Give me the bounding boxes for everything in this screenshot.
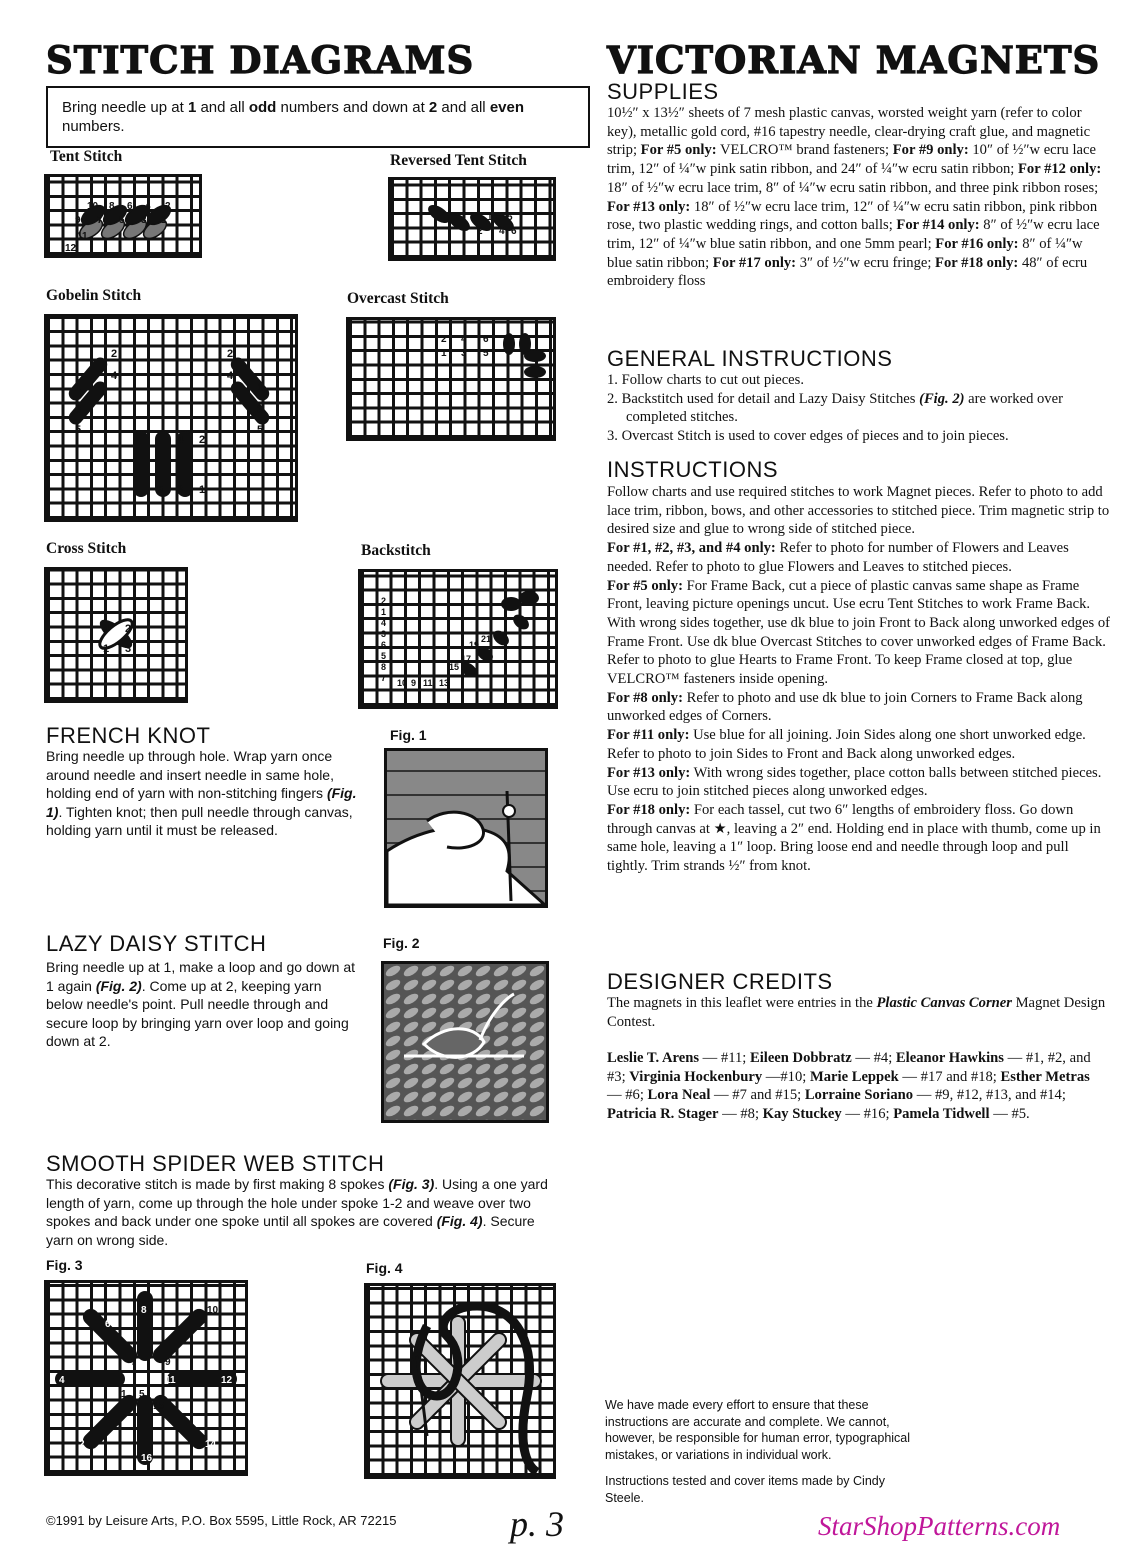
supplies-b5: For #5 only: xyxy=(640,142,717,159)
spider-web-body-2: . Using a one yard length of yarn, come up through the hole under spoke 1-2 and weave over two spokes and back under one spoke until all spokes are covered xyxy=(46,1176,548,1229)
general-item-3: 3. Overcast Stitch is used to cover edges of pieces and to join pieces. xyxy=(607,428,1009,445)
overcast-num: 2 xyxy=(441,334,447,345)
supplies-general: 10½″ x 13½″ sheets of 7 mesh plastic canvas, worsted weight yarn (refer to color key), metallic gold cord, #16 tapestry needle, clear-drying craft glue, and magnetic strip; xyxy=(607,105,1091,159)
tent-num: 10 xyxy=(87,201,99,212)
french-knot-title: FRENCH KNOT xyxy=(46,723,211,748)
tent-stitch-label: Tent Stitch xyxy=(50,148,123,165)
backstitch-num: 3 xyxy=(381,629,387,639)
instr-t8: Refer to photo and use dk blue to join Corners to Frame Back along unworked edges of Corners. xyxy=(607,689,1083,725)
reversed-tent-stitch-label: Reversed Tent Stitch xyxy=(390,152,527,169)
supplies-t5: VELCRO™ brand fasteners; xyxy=(716,142,893,159)
instr-b11: For #11 only: xyxy=(607,727,690,744)
backstitch-num: 15 xyxy=(449,662,460,672)
fig3-svg xyxy=(47,1283,245,1473)
credit-name: Pamela Tidwell xyxy=(893,1106,990,1123)
supplies-b12: For #12 only: xyxy=(1018,161,1102,178)
credit-name: Kay Stuckey xyxy=(762,1106,842,1123)
tent-num: 7 xyxy=(97,215,103,226)
fig1-svg xyxy=(387,751,545,905)
spider-num: 11 xyxy=(165,1375,176,1386)
gobelin-num: 4 xyxy=(177,434,184,446)
tent-stitch-diagram xyxy=(44,174,202,258)
instr-11 xyxy=(607,726,1112,763)
instr-13 xyxy=(607,764,1112,801)
cross-num: 3 xyxy=(125,643,132,655)
supplies-t16: 8″ of ¼″w blue satin ribbon; xyxy=(607,235,1083,271)
instructions-intro: Follow charts and use required stitches to work Magnet pieces. Refer to photo to add lace trim, ribbon, bows, and other accessories to stitched piece. Trim magnetic strip to desired size and glue to wrong side of stitched piece. xyxy=(607,484,1110,538)
instr-t1: Refer to photo for number of Flowers and Leaves needed. Refer to photo to glue Flowers and Leaves to stitched pieces. xyxy=(607,540,1069,575)
gobelin-num: 2 xyxy=(199,434,206,446)
fig4-svg xyxy=(367,1286,553,1476)
backstitch-num: 6 xyxy=(381,640,387,650)
reversed-tent-stitch-diagram xyxy=(388,177,556,261)
gobelin-stitch-diagram xyxy=(44,314,298,522)
supplies-title: SUPPLIES xyxy=(607,79,719,104)
spider-num: 8 xyxy=(141,1305,147,1316)
gobelin-num: 2 xyxy=(227,348,234,360)
instructions-title: INSTRUCTIONS xyxy=(607,457,778,482)
supplies-b9: For #9 only: xyxy=(892,142,969,159)
backstitch-svg xyxy=(361,572,555,706)
spider-num: 5 xyxy=(139,1389,145,1400)
gobelin-num: 3 xyxy=(257,404,264,416)
reversed-num: 6 xyxy=(511,226,517,237)
fig2-label: Fig. 2 xyxy=(383,935,420,951)
intro-text-3: numbers and down at xyxy=(276,99,429,116)
instr-18 xyxy=(607,801,1112,876)
reversed-num: 3 xyxy=(495,212,501,223)
intro-num-2: 2 xyxy=(428,99,438,116)
gobelin-num: 1 xyxy=(75,382,82,394)
fig3-diagram xyxy=(44,1280,248,1476)
spider-num: 14 xyxy=(205,1439,217,1450)
spider-num: 2 xyxy=(79,1439,85,1450)
spider-num: 10 xyxy=(207,1305,219,1316)
gobelin-num: 4 xyxy=(111,370,118,382)
backstitch-num: 13 xyxy=(439,678,450,688)
overcast-num: 4 xyxy=(461,334,467,345)
instr-t5: For Frame Back, cut a piece of plastic canvas same shape as Frame Front, leaving picture openings uncut. Use ecru Tent Stitches to work Frame Back. With wrong sides together, use dk blue to join Front to Back along unworked edges of Frame Front. Use dk blue Overcast Stitches to cover unworked edges of Frame Back. Refer to photo to glue Hearts to Frame Front. To keep Frame closed at top, glue VELCRO™ fasteners inside opening. xyxy=(607,577,1111,688)
supplies-t17: 3″ of ½″w ecru fringe; xyxy=(796,254,936,271)
copyright: ©1991 by Leisure Arts, P.O. Box 5595, Little Rock, AR 72215 xyxy=(46,1513,397,1528)
credit-name: Eleanor Hawkins xyxy=(895,1050,1004,1066)
spider-web-body-3: . Secure yarn on wrong side. xyxy=(46,1213,535,1248)
fig2-svg xyxy=(384,964,546,1120)
page-number: p. 3 xyxy=(510,1504,564,1544)
backstitch-num: 11 xyxy=(423,678,433,688)
instr-b5: For #5 only: xyxy=(607,577,683,594)
spider-web-fig-ref: (Fig. 3) xyxy=(388,1176,435,1192)
backstitch-label: Backstitch xyxy=(361,542,431,559)
supplies-b14: For #14 only: xyxy=(896,217,980,234)
supplies-t13: 18″ of ½″w ecru lace trim, 12″ of ¼″w ecru satin ribbon, pink ribbon rose, two plastic wedding rings, and cotton balls; xyxy=(607,198,1098,234)
backstitch-num: 9 xyxy=(411,678,417,688)
credit-name: Leslie T. Arens xyxy=(607,1050,700,1066)
gobelin-stitch-label: Gobelin Stitch xyxy=(46,287,142,304)
credit-nums: — #7 and #15; xyxy=(710,1087,805,1104)
backstitch-num: 1 xyxy=(381,607,387,617)
reversed-num: 2 xyxy=(477,226,483,237)
gobelin-svg xyxy=(47,317,295,519)
fig1-label: Fig. 1 xyxy=(390,727,427,743)
tent-num: 6 xyxy=(127,201,133,212)
gobelin-num: 5 xyxy=(75,424,82,436)
tent-stitch-svg xyxy=(47,177,199,255)
reversed-tent-svg xyxy=(391,180,553,258)
instr-b18: For #18 only: xyxy=(607,801,691,818)
gobelin-num: 3 xyxy=(75,404,82,416)
spider-web-text xyxy=(46,1175,556,1249)
instr-1-4 xyxy=(607,539,1112,576)
instr-t13: With wrong sides together, place cotton balls between stitched pieces. Use ecru to join stitched pieces along unworked edges. xyxy=(607,764,1102,800)
french-knot-fig-ref: (Fig. 1) xyxy=(46,785,357,820)
spider-web-fig-ref-2: (Fig. 4) xyxy=(436,1213,483,1229)
stitch-diagrams-title: STITCH DIAGRAMS xyxy=(46,38,475,82)
cross-stitch-label: Cross Stitch xyxy=(46,540,127,557)
intro-text-4: and all xyxy=(437,99,490,116)
lazy-daisy-text xyxy=(46,958,358,1051)
supplies-text xyxy=(607,104,1107,291)
overcast-stitch-label: Overcast Stitch xyxy=(347,290,449,307)
credit-name: Esther Metras xyxy=(1000,1068,1090,1085)
spider-num: 9 xyxy=(165,1357,171,1368)
credit-name: Eileen Dobbratz xyxy=(749,1050,852,1066)
fig2-illustration xyxy=(381,961,549,1123)
gobelin-num: 3 xyxy=(177,484,184,496)
reversed-num: 4 xyxy=(499,226,505,237)
credit-nums: —#10; xyxy=(762,1068,810,1085)
spider-num: 4 xyxy=(59,1375,65,1386)
backstitch-num: 8 xyxy=(381,662,387,672)
cross-svg xyxy=(47,570,185,700)
credits-intro-a: The magnets in this leaflet were entries in the xyxy=(607,995,877,1011)
supplies-b16: For #16 only: xyxy=(935,235,1019,252)
tent-num: 11 xyxy=(77,231,88,242)
designer-credits-title: DESIGNER CREDITS xyxy=(607,969,833,994)
cross-stitch-diagram xyxy=(44,567,188,703)
fig4-diagram xyxy=(364,1283,556,1479)
credit-nums: — #11; xyxy=(699,1050,750,1066)
credits-list xyxy=(607,1049,1107,1124)
gobelin-num: 2 xyxy=(111,348,118,360)
cross-num: 1 xyxy=(103,643,110,655)
tested-note: Instructions tested and cover items made by Cindy Steele. xyxy=(605,1474,885,1505)
tent-num: 5 xyxy=(119,215,125,226)
instr-t11: Use blue for all joining. Join Sides along one short unworked edge. Refer to photo to join Sides to Front and Back along unworked edges. xyxy=(607,727,1086,762)
credit-name: Marie Leppek xyxy=(809,1068,899,1085)
spider-num: 3 xyxy=(127,1375,133,1386)
credit-nums: — #1, #2, and #3; xyxy=(607,1050,1091,1085)
general-item-1: 1. Follow charts to cut out pieces. xyxy=(607,372,804,388)
fig4-label: Fig. 4 xyxy=(366,1260,403,1276)
instr-8 xyxy=(607,689,1112,726)
fig1-illustration xyxy=(384,748,548,908)
supplies-t18: 48″ of ecru embroidery floss xyxy=(607,254,1088,290)
intro-box xyxy=(46,86,590,148)
supplies-b13: For #13 only: xyxy=(607,198,691,215)
instr-b1: For #1, #2, #3, and #4 only: xyxy=(607,540,776,557)
overcast-num: 6 xyxy=(483,334,489,345)
lazy-daisy-title: LAZY DAISY STITCH xyxy=(46,931,267,956)
tent-num: 12 xyxy=(65,243,77,254)
instr-5 xyxy=(607,577,1112,689)
spider-num: 16 xyxy=(141,1453,153,1464)
spider-num: 15 xyxy=(153,1401,165,1412)
backstitch-num: 21 xyxy=(481,634,492,644)
backstitch-num: 10 xyxy=(397,678,408,688)
instr-b8: For #8 only: xyxy=(607,689,683,706)
spider-num: 1 xyxy=(121,1389,127,1400)
gobelin-num: 4 xyxy=(227,370,234,382)
spider-num: 12 xyxy=(221,1375,233,1386)
reversed-num: 5 xyxy=(507,212,513,223)
cross-num: 4 xyxy=(103,623,110,635)
backstitch-num: 5 xyxy=(381,651,387,661)
intro-num-1: 1 xyxy=(187,99,197,116)
credit-nums: — #16; xyxy=(841,1106,894,1123)
supplies-b17: For #17 only: xyxy=(712,254,797,271)
french-knot-text xyxy=(46,747,358,840)
intro-text-5: numbers. xyxy=(62,118,125,135)
credits-contest: Plastic Canvas Corner xyxy=(876,995,1012,1011)
credit-name: Patricia R. Stager xyxy=(607,1106,719,1123)
intro-even: even xyxy=(489,99,525,116)
general-instructions-list xyxy=(607,371,1107,446)
french-knot-body-2: . Tighten knot; then pull needle through canvas, holding yarn until it must be released. xyxy=(46,803,353,838)
intro-text-1: Bring needle up at xyxy=(62,99,188,116)
gobelin-num: 1 xyxy=(257,382,264,394)
supplies-t12: 18″ of ½″w ecru lace trim, 8″ of ¼″w ecru satin ribbon, and three pink ribbon roses; xyxy=(607,179,1099,196)
general-item-2 xyxy=(607,390,1107,427)
gobelin-num: 1 xyxy=(199,484,206,496)
tent-num: 2 xyxy=(165,201,171,212)
credits-intro xyxy=(607,994,1107,1031)
overcast-svg xyxy=(349,320,553,438)
intro-odd: odd xyxy=(248,99,277,116)
credit-nums: — #9, #12, #13, and #14; xyxy=(913,1087,1066,1104)
instr-b13: For #13 only: xyxy=(607,764,691,781)
general-item-2a: 2. Backstitch used for detail and Lazy Daisy Stitches xyxy=(607,390,920,407)
tent-num: 8 xyxy=(109,201,115,212)
credit-nums: — #5. xyxy=(989,1106,1030,1123)
credit-nums: — #8; xyxy=(718,1106,763,1123)
credits-intro-c: Magnet Design Contest. xyxy=(607,995,1106,1030)
watermark[interactable]: StarShopPatterns.com xyxy=(818,1511,1061,1541)
general-item-2b: are worked over completed stitches. xyxy=(626,390,1063,426)
backstitch-num: 17 xyxy=(461,654,472,664)
overcast-num: 5 xyxy=(483,348,489,359)
supplies-t14: 8″ of ½″w ecru lace trim, 12″ of ¼″w blue satin ribbon, and one 5mm pearl; xyxy=(607,217,1100,252)
gobelin-num: 5 xyxy=(157,484,164,496)
lazy-daisy-body: Bring needle up at 1, make a loop and go down at 1 again xyxy=(46,959,355,994)
overcast-num: 1 xyxy=(441,348,447,359)
overcast-stitch-diagram xyxy=(346,317,556,441)
instr-t18: For each tassel, cut two 6″ lengths of embroidery floss. Go down through canvas at ★, leaving a 2″ end. Holding end in place with thumb, come up in same hole, leaving a 1″ loop. Bring loose end and needle through loop and pull tightly. Trim strands ½″ from knot. xyxy=(607,801,1101,875)
credit-name: Lora Neal xyxy=(647,1087,711,1104)
cross-num: 2 xyxy=(125,623,132,635)
spider-num: 6 xyxy=(105,1319,111,1330)
credit-nums: — #17 and #18; xyxy=(898,1068,1001,1085)
backstitch-num: 4 xyxy=(381,618,387,628)
gobelin-num: 5 xyxy=(257,424,264,436)
backstitch-diagram xyxy=(358,569,558,709)
supplies-b18: For #18 only: xyxy=(935,254,1019,271)
lazy-daisy-fig-ref: (Fig. 2) xyxy=(95,977,142,994)
tent-num: 9 xyxy=(75,215,81,226)
disclaimer: We have made every effort to ensure that these instructions are accurate and complete. We cannot, however, be responsible for human error, typographical mistakes, or variations in individual work. xyxy=(605,1398,911,1462)
victorian-magnets-title: VICTORIAN MAGNETS xyxy=(607,38,1101,82)
tent-num: 3 xyxy=(141,215,147,226)
intro-text-2: and all xyxy=(196,99,249,116)
general-instructions-title: GENERAL INSTRUCTIONS xyxy=(607,346,893,371)
general-item-2-fig: (Fig. 2) xyxy=(919,390,965,407)
credit-nums: — #4; xyxy=(851,1050,896,1066)
instructions-text xyxy=(607,483,1112,876)
reversed-num: 1 xyxy=(487,212,493,223)
spider-web-title: SMOOTH SPIDER WEB STITCH xyxy=(46,1151,385,1176)
backstitch-num: 7 xyxy=(381,673,387,683)
credit-name: Virginia Hockenbury xyxy=(629,1068,763,1085)
spider-num: 7 xyxy=(131,1357,137,1368)
backstitch-num: 19 xyxy=(469,640,480,650)
credit-name: Lorraine Soriano xyxy=(804,1087,914,1104)
supplies-t9: 10″ of ½″w ecru lace trim, 12″ of ¼″w pink satin ribbon, and 24″ of ¼″w ecru satin ribbon; xyxy=(607,142,1096,178)
backstitch-num: 2 xyxy=(381,596,387,606)
tent-num: 4 xyxy=(145,201,151,212)
spider-web-body: This decorative stitch is made by first making 8 spokes xyxy=(46,1176,389,1192)
tent-num: 1 xyxy=(161,215,167,226)
lazy-daisy-body-2: . Come up at 2, keeping yarn below needle's point. Pull needle through and secure loop by bringing yarn over loop and going down at 2. xyxy=(46,977,349,1049)
overcast-num: 3 xyxy=(461,348,467,359)
credit-nums: — #6; xyxy=(607,1087,648,1104)
fig3-label: Fig. 3 xyxy=(46,1257,83,1273)
french-knot-body: Bring needle up through hole. Wrap yarn once around needle and insert needle in same hole, holding end of yarn with non-stitching fingers xyxy=(46,748,334,801)
